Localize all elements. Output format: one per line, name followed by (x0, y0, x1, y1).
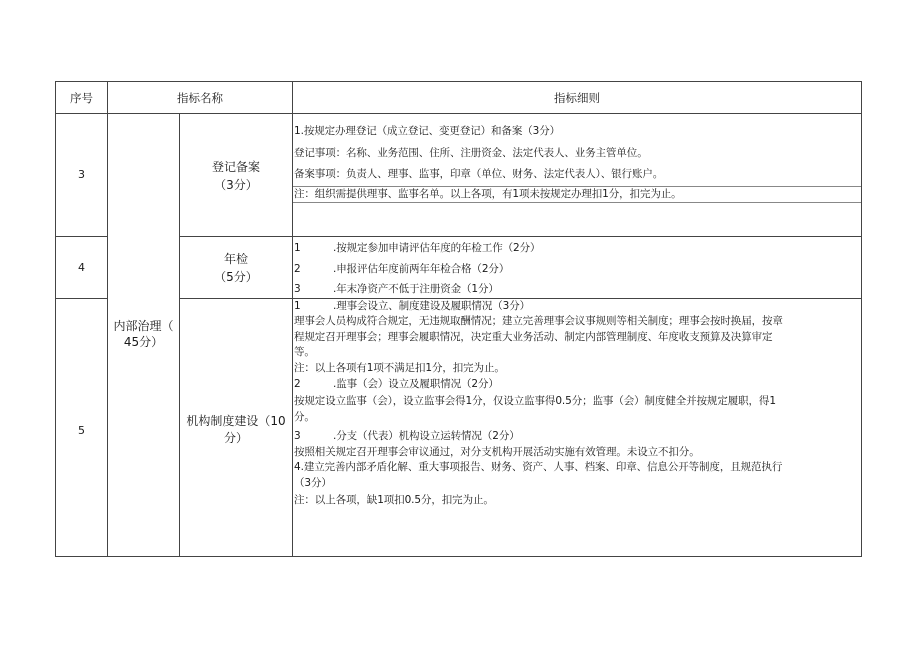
row5-detail-4: 等。 (294, 346, 315, 358)
row5-detail-7: 按规定设立监事（会），设立监事会得1分，仅设立监事得0.5分；监事（会）制度健全并按规定履职，得1 (294, 395, 776, 407)
row5-detail-5: 注：以上各项有1项不满足扣1分，扣完为止。 (294, 362, 505, 374)
header-index: 序号 (70, 91, 93, 105)
row5-index: 5 (78, 424, 85, 437)
row4-bottom-rule-b (179, 298, 862, 299)
row4-name-line2: （5分） (214, 270, 258, 284)
row3-bottom-rule-b (179, 236, 862, 237)
row5-detail-6-num: 2 (294, 378, 301, 390)
row3-inner-rule-2 (293, 202, 861, 203)
row4-index: 4 (78, 261, 85, 274)
category-label-line1: 内部治理（ (113, 319, 174, 333)
row4-name-line1: 年检 (223, 252, 248, 266)
row4-detail-1-num: 1 (294, 242, 301, 254)
row3-index: 3 (78, 168, 85, 181)
category-label-line2: 45分） (123, 335, 164, 349)
table-border-left (55, 81, 56, 557)
header-name: 指标名称 (177, 91, 223, 105)
row5-detail-2: 理事会人员构成符合规定，无违规取酬情况；建立完善理事会议事规则等相关制度；理事会按时换届，按章 (294, 315, 783, 327)
header-detail: 指标细则 (554, 91, 600, 105)
row5-name-line1: 机构制度建设（10 (186, 414, 286, 428)
row5-detail-12: （3分） (294, 477, 332, 489)
row5-detail-8: 分。 (294, 411, 315, 423)
row4-detail-2-num: 2 (294, 263, 301, 275)
row3-inner-rule-1 (293, 186, 861, 187)
row5-name-line2: 分） (223, 431, 248, 445)
row5-detail-13: 注：以上各项，缺1项扣0.5分，扣完为止。 (294, 494, 494, 506)
row3-detail-2: 登记事项：名称、业务范围、住所、注册资金、法定代表人、业务主管单位。 (294, 147, 648, 159)
row4-bottom-rule (55, 298, 107, 299)
col-rule-3 (292, 81, 293, 557)
row3-bottom-rule (55, 236, 107, 237)
row5-detail-1: .理事会设立、制度建设及履职情况（3分） (333, 300, 531, 312)
row3-detail-3: 备案事项：负责人、理事、监事，印章（单位、财务、法定代表人）、银行账户。 (294, 168, 664, 180)
table-border-bottom (55, 556, 862, 557)
table-border-right (861, 81, 862, 557)
row5-detail-6: .监事（会）设立及履职情况（2分） (333, 378, 499, 390)
row3-name-line2: （3分） (214, 178, 258, 192)
row5-detail-9: .分支（代表）机构设立运转情况（2分） (333, 430, 520, 442)
row5-detail-1-num: 1 (294, 300, 301, 312)
row4-detail-3-num: 3 (294, 283, 301, 295)
row3-detail-1: 1.按规定办理登记（成立登记、变更登记）和备案（3分） (294, 125, 560, 137)
row4-detail-1-text: .按规定参加申请评估年度的年检工作（2分） (333, 242, 541, 254)
row3-name-line1: 登记备案 (211, 160, 260, 174)
row5-detail-9-num: 3 (294, 430, 301, 442)
row5-detail-11: 4.建立完善内部矛盾化解、重大事项报告、财务、资产、人事、档案、印章、信息公开等制度，且规范执行 (294, 461, 783, 473)
table-border-top (55, 81, 862, 82)
row5-detail-10: 按照相关规定召开理事会审议通过，对分支机构开展活动实施有效管理。未设立不扣分。 (294, 446, 700, 458)
header-bottom-rule (55, 113, 862, 114)
row4-detail-2-text: .申报评估年度前两年年检合格（2分） (333, 263, 510, 275)
row3-detail-4: 注：组织需提供理事、监事名单。以上各项，有1项未按规定办理扣1分，扣完为止。 (294, 188, 682, 200)
row4-detail-3-text: .年末净资产不低于注册资金（1分） (333, 283, 499, 295)
row5-detail-3: 程规定召开理事会；理事会履职情况，决定重大业务活动、制定内部管理制度、年度收支预算及决算审定 (294, 331, 773, 343)
